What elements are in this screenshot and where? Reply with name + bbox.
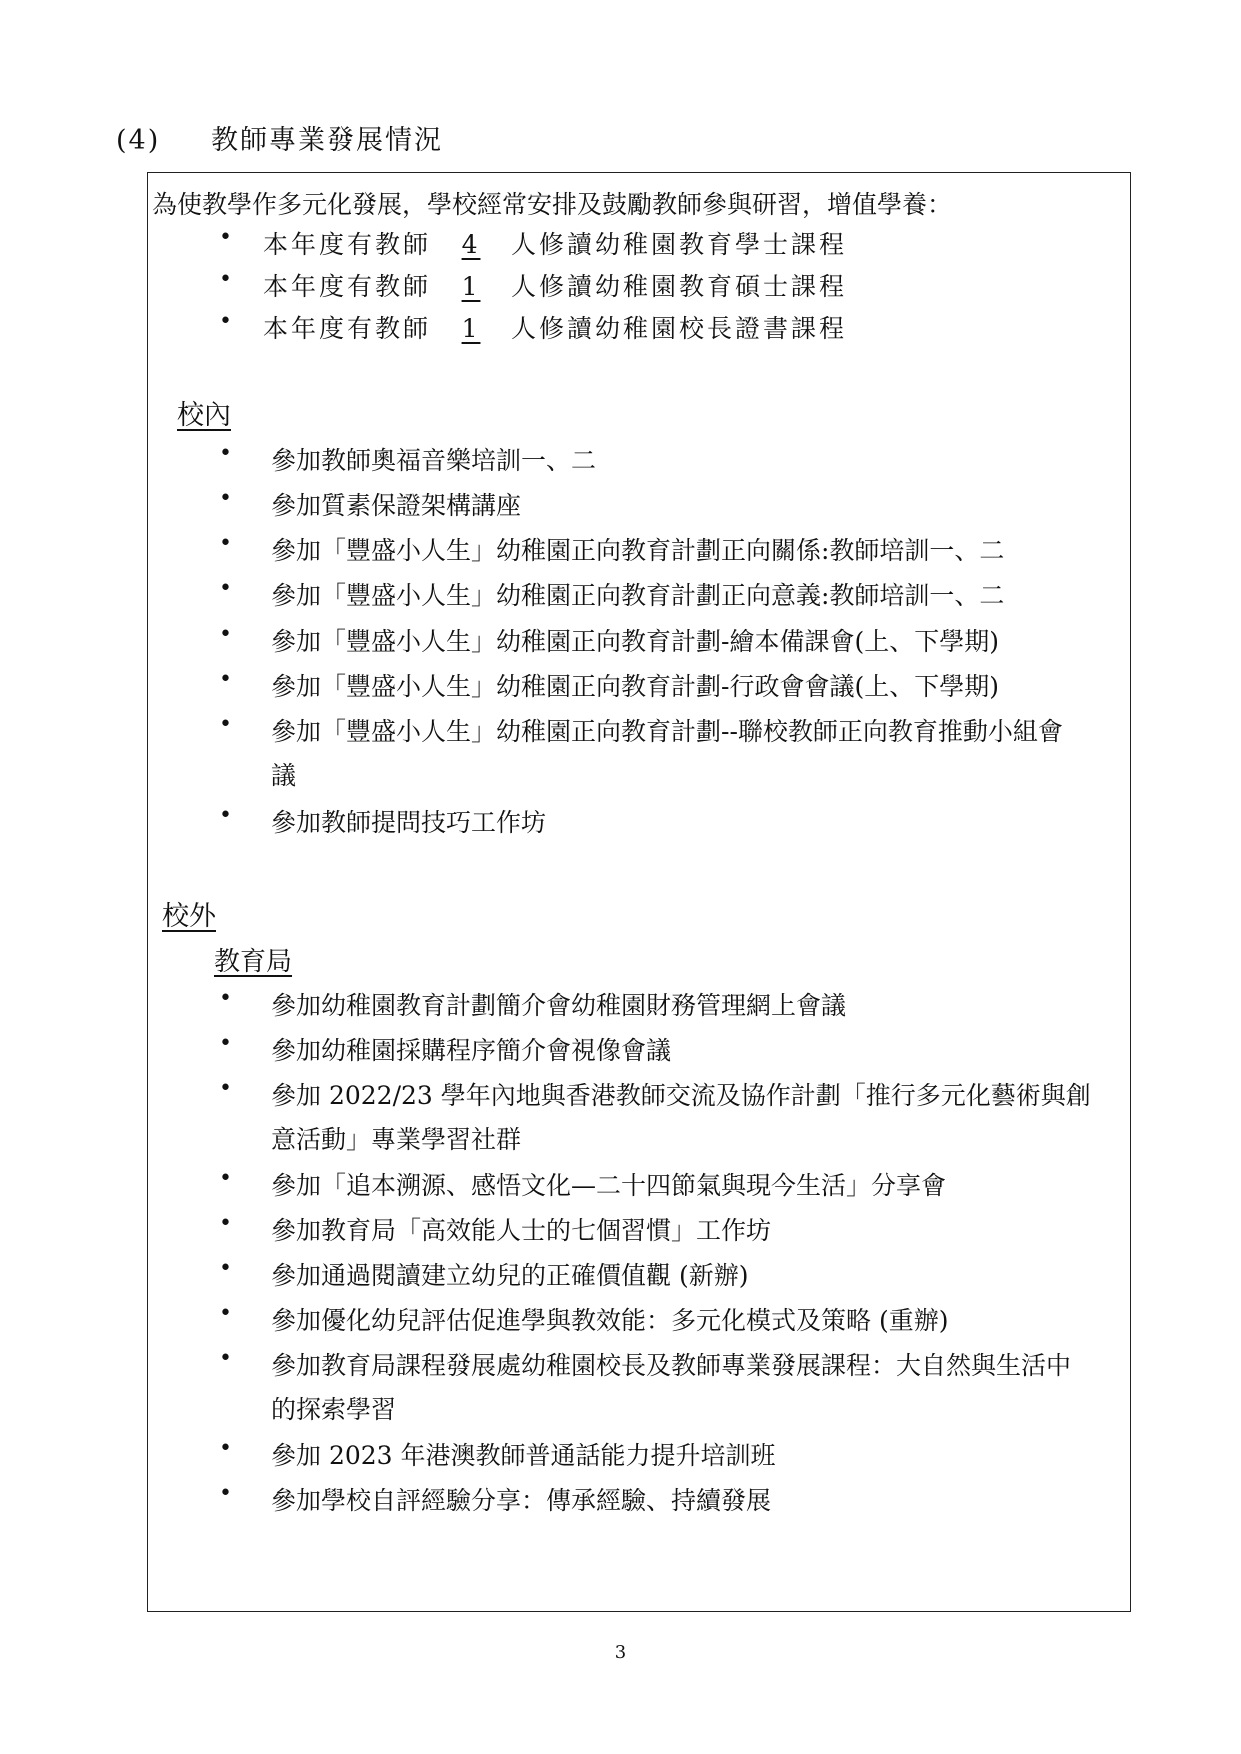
bullet-icon: • xyxy=(219,1166,232,1191)
course-line: 本年度有教師 1 人修讀幼稚園校長證書課程 xyxy=(263,314,848,343)
course-count: 1 xyxy=(461,314,481,343)
list-item: 參加教師奧福音樂培訓一、二 xyxy=(271,446,597,475)
list-item: 參加「豐盛小人生」幼稚園正向教育計劃正向關係:教師培訓一、二 xyxy=(271,536,1005,565)
bullet-icon: • xyxy=(219,576,232,601)
bullet-icon: • xyxy=(219,667,232,692)
list-item: 參加學校自評經驗分享：傳承經驗、持續發展 xyxy=(271,1486,772,1515)
bullet-icon: • xyxy=(219,1211,232,1236)
intro-text: 為使教學作多元化發展，學校經常安排及鼓勵教師參與研習，增值學養： xyxy=(152,190,953,219)
course-count: 4 xyxy=(461,230,481,259)
page-number: 3 xyxy=(614,1642,627,1663)
course-line: 本年度有教師 1 人修讀幼稚園教育碩士課程 xyxy=(263,272,848,301)
list-item-continuation: 議 xyxy=(271,761,297,790)
bullet-icon: • xyxy=(219,267,232,292)
bullet-icon: • xyxy=(219,309,232,334)
list-item: 參加幼稚園教育計劃簡介會幼稚園財務管理網上會議 xyxy=(271,991,847,1020)
list-item: 參加通過閱讀建立幼兒的正確價值觀 (新辦) xyxy=(271,1261,749,1290)
bullet-icon: • xyxy=(219,803,232,828)
section-heading xyxy=(116,118,443,157)
bullet-icon: • xyxy=(219,1256,232,1281)
bullet-icon: • xyxy=(219,441,232,466)
list-item: 參加「豐盛小人生」幼稚園正向教育計劃-行政會會議(上、下學期) xyxy=(271,672,999,701)
section-title: 教師專業發展情況 xyxy=(211,125,443,156)
bullet-icon: • xyxy=(219,1301,232,1326)
bullet-icon: • xyxy=(219,531,232,556)
list-item: 參加教育局「高效能人士的七個習慣」工作坊 xyxy=(271,1216,772,1245)
bullet-icon: • xyxy=(219,1436,232,1461)
bullet-icon: • xyxy=(219,1076,232,1101)
list-item: 參加 2022/23 學年內地與香港教師交流及協作計劃「推行多元化藝術與創 xyxy=(271,1081,1091,1110)
external-subsection-title: 教育局 xyxy=(214,947,293,977)
bullet-icon: • xyxy=(219,225,232,250)
bullet-icon: • xyxy=(219,1031,232,1056)
list-item: 參加 2023 年港澳教師普通話能力提升培訓班 xyxy=(271,1441,776,1470)
bullet-icon: • xyxy=(219,986,232,1011)
list-item: 參加「豐盛小人生」幼稚園正向教育計劃正向意義:教師培訓一、二 xyxy=(271,581,1005,610)
bullet-icon: • xyxy=(219,622,232,647)
external-section-title: 校外 xyxy=(162,901,216,932)
bullet-icon: • xyxy=(219,712,232,737)
list-item: 參加「豐盛小人生」幼稚園正向教育計劃-繪本備課會(上、下學期) xyxy=(271,627,999,656)
bullet-icon: • xyxy=(219,1481,232,1506)
list-item: 參加教師提問技巧工作坊 xyxy=(271,808,547,837)
bullet-icon: • xyxy=(219,1346,232,1371)
bullet-icon: • xyxy=(219,486,232,511)
list-item: 參加教育局課程發展處幼稚園校長及教師專業發展課程：大自然與生活中 xyxy=(271,1351,1072,1380)
list-item-continuation: 的探索學習 xyxy=(271,1395,397,1424)
list-item: 參加優化幼兒評估促進學與教效能：多元化模式及策略 (重辦) xyxy=(271,1306,949,1335)
course-line: 本年度有教師 4 人修讀幼稚園教育學士課程 xyxy=(263,230,848,259)
course-count: 1 xyxy=(461,272,481,301)
list-item-continuation: 意活動」專業學習社群 xyxy=(271,1125,522,1154)
list-item: 參加幼稚園採購程序簡介會視像會議 xyxy=(271,1036,672,1065)
list-item: 參加「豐盛小人生」幼稚園正向教育計劃--聯校教師正向教育推動小組會 xyxy=(271,717,1063,746)
internal-section-title: 校內 xyxy=(177,400,231,431)
section-number: (4) xyxy=(116,125,161,156)
content-box xyxy=(147,172,1131,1612)
list-item: 參加「追本溯源、感悟文化—二十四節氣與現今生活」分享會 xyxy=(271,1171,947,1200)
list-item: 參加質素保證架構講座 xyxy=(271,491,522,520)
